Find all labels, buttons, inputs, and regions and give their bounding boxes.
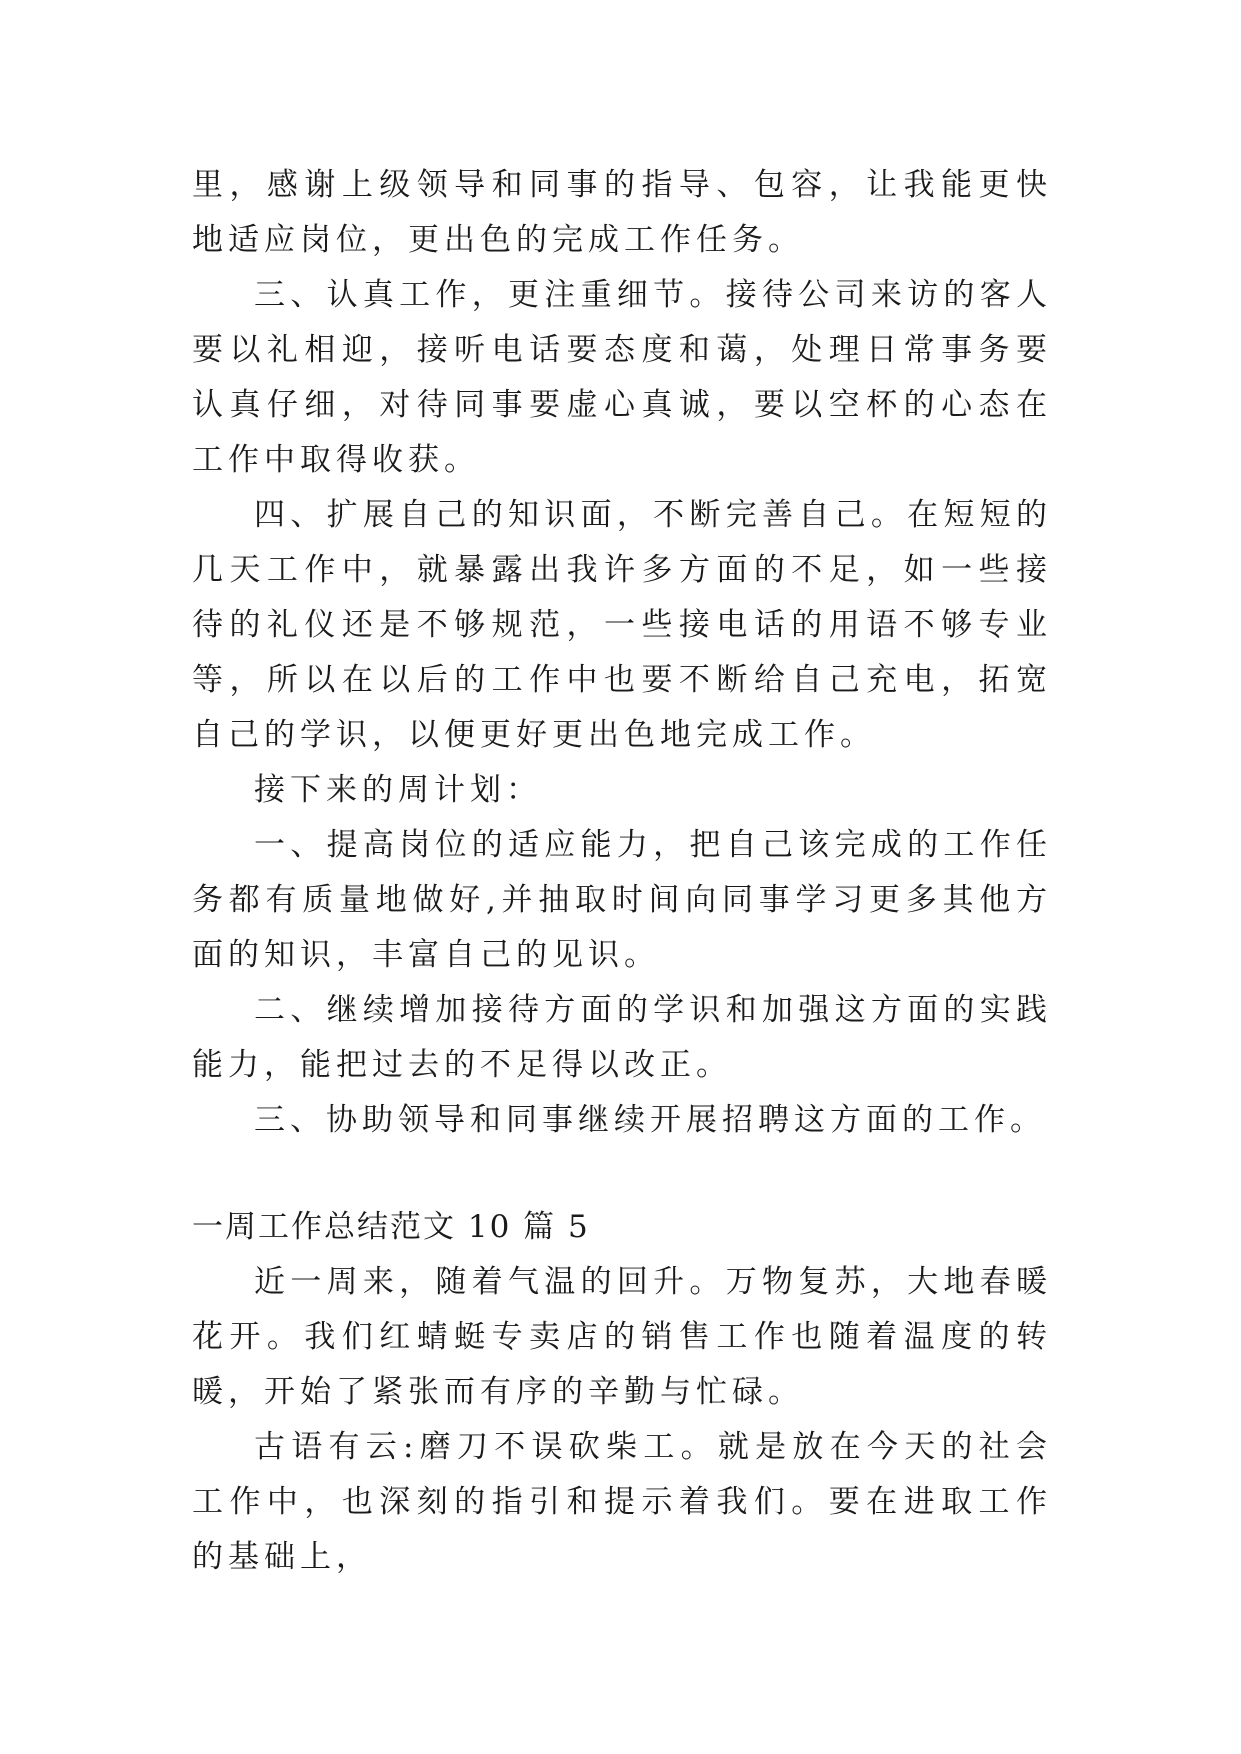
paragraph-plan-2: 二、继续增加接待方面的学识和加强这方面的实践能力，能把过去的不足得以改正。 [192, 992, 1052, 1083]
paragraph-proverb: 古语有云:磨刀不误砍柴工。就是放在今天的社会工作中，也深刻的指引和提示着我们。要在进取工作的基础上， [192, 1429, 1052, 1575]
section-title: 一周工作总结范文 10 篇 5 [192, 1209, 590, 1245]
paragraph-item-3: 三、认真工作，更注重细节。接待公司来访的客人要以礼相迎，接听电话要态度和蔼，处理日常事务要认真仔细，对待同事要虚心真诚，要以空杯的心态在工作中取得收获。 [192, 277, 1052, 478]
paragraph-item-4: 四、扩展自己的知识面，不断完善自己。在短短的几天工作中，就暴露出我许多方面的不足，如一些接待的礼仪还是不够规范，一些接电话的用语不够专业等，所以在以后的工作中也要不断给自己充电，拓宽自己的学识，以便更好更出色地完成工作。 [192, 497, 1052, 753]
paragraph-plan-heading: 接下来的周计划： [254, 772, 542, 808]
document-body [192, 158, 1052, 1585]
paragraph-intro: 近一周来，随着气温的回升。万物复苏，大地春暖花开。我们红蜻蜓专卖店的销售工作也随着温度的转暖，开始了紧张而有序的辛勤与忙碌。 [192, 1264, 1052, 1410]
paragraph-continuation: 里，感谢上级领导和同事的指导、包容，让我能更快地适应岗位，更出色的完成工作任务。 [192, 167, 1052, 258]
paragraph-plan-1: 一、提高岗位的适应能力，把自己该完成的工作任务都有质量地做好,并抽取时间向同事学习更多其他方面的知识，丰富自己的见识。 [192, 827, 1052, 973]
paragraph-plan-3: 三、协助领导和同事继续开展招聘这方面的工作。 [254, 1102, 1046, 1138]
